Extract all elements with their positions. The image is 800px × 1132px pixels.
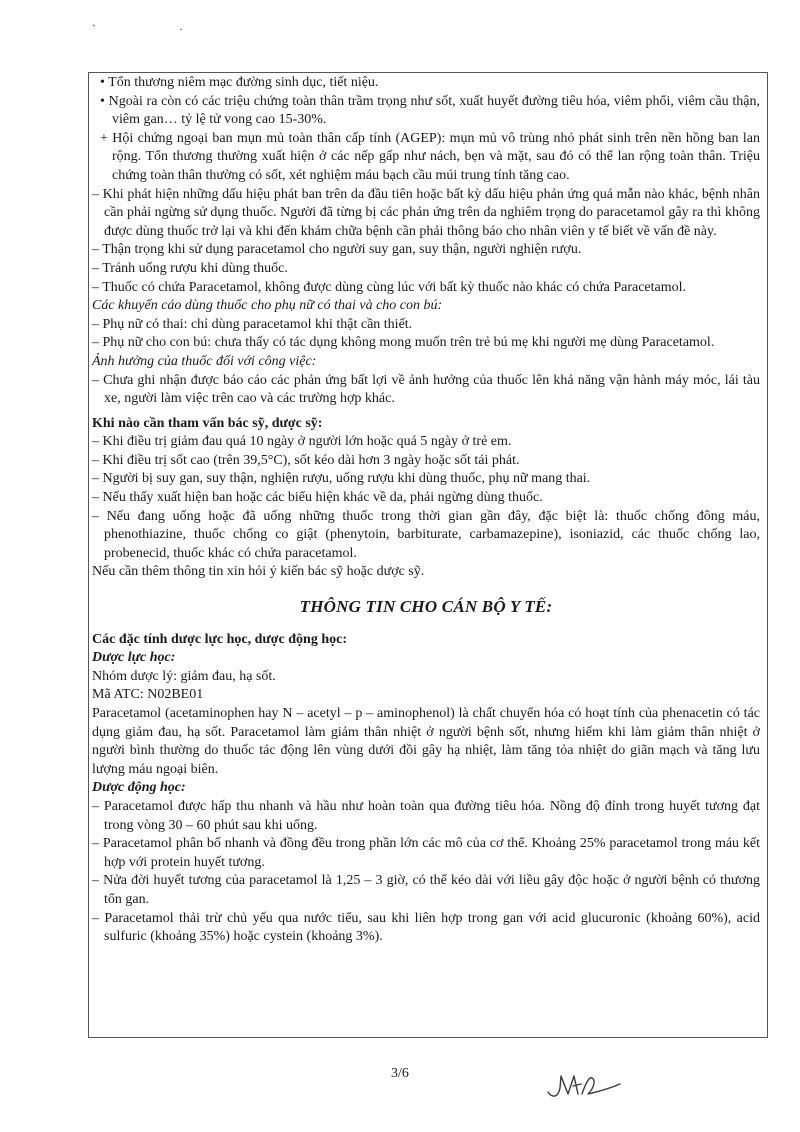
bullet-item: • Tổn thương niêm mạc đường sinh dục, tiết niệu. xyxy=(100,75,379,90)
pd-line: Mã ATC: N02BE01 xyxy=(92,687,204,703)
pregnancy-item: – Phụ nữ cho con bú: chưa thấy có tác dụng không mong muốn trên trẻ bú mẹ khi người mẹ dùng Paracetamol. xyxy=(92,335,715,351)
warning-item: – Thận trọng khi sử dụng paracetamol cho người suy gan, suy thận, người nghiện rượu. xyxy=(92,242,582,258)
agep-paragraph: + Hội chứng ngoại ban mụn mủ toàn thân cấp tính (AGEP): mụn mủ vô trùng nhỏ phát sinh trên nền hồng ban lan rộng. Tổn thương thường xuất hiện ở các nếp gấp như nách, bẹn và mặt, sau đó có thể lan rộng toàn thân. Triệu chứng toàn thân thường có sốt, xét nghiệm máu bạch cầu múi trung tính tăng cao. xyxy=(100,130,760,183)
pharma-heading: Các đặc tính dược lực học, dược động học: xyxy=(92,631,347,647)
warning-item: – Thuốc có chứa Paracetamol, không được dùng cùng lúc với bất kỳ thuốc nào khác có chứa Paracetamol. xyxy=(92,279,687,295)
pk-item: – Paracetamol thải trừ chủ yếu qua nước tiểu, sau khi liên hợp trong gan với acid glucuronic (khoảng 60%), acid sulfuric (khoảng 35%) hoặc cystein (khoảng 3%). xyxy=(92,910,760,945)
pd-heading: Dược lực học: xyxy=(92,650,176,666)
consult-footer: Nếu cần thêm thông tin xin hỏi ý kiến bác sỹ hoặc dược sỹ. xyxy=(92,564,425,580)
pk-item: – Paracetamol phân bố nhanh và đồng đều trong phần lớn các mô của cơ thể. Khoảng 25% paracetamol trong máu kết hợp với protein huyết tương. xyxy=(92,836,760,870)
pk-item: – Paracetamol được hấp thu nhanh và hầu như hoàn toàn qua đường tiêu hóa. Nồng độ đỉnh trong huyết tương đạt trong vòng 30 – 60 phút sau khi uống. xyxy=(92,798,760,833)
page-number: 3/6 xyxy=(391,1066,409,1081)
scan-marks: ` · xyxy=(92,22,223,36)
pk-item: – Nửa đời huyết tương của paracetamol là 1,25 – 3 giờ, có thể kéo dài với liều gây độc hoặc ở người bệnh có thương tổn gan. xyxy=(92,873,760,907)
pd-line: Nhóm dược lý: giảm đau, hạ sốt. xyxy=(92,668,276,684)
consult-item: – Nếu thấy xuất hiện ban hoặc các biểu hiện khác về da, phải ngừng dùng thuốc. xyxy=(92,490,543,506)
bullet-item: • Ngoài ra còn có các triệu chứng toàn thân trầm trọng như sốt, xuất huyết đường tiêu hóa, viêm phổi, viêm cầu thận, viêm gan… tỷ lệ tử vong cao 15-30%. xyxy=(100,93,760,128)
pregnancy-item: – Phụ nữ có thai: chỉ dùng paracetamol khi thật cần thiết. xyxy=(92,316,413,332)
document-body xyxy=(92,74,760,947)
consult-item: – Khi điều trị sốt cao (trên 39,5°C), sốt kéo dài hơn 3 ngày hoặc sốt tái phát. xyxy=(92,452,520,468)
warning-item: – Tránh uống rượu khi dùng thuốc. xyxy=(92,260,288,276)
work-item: – Chưa ghi nhận được báo cáo các phản ứng bất lợi về ảnh hưởng của thuốc lên khả năng vận hành máy móc, lái tàu xe, người làm việc trên cao và các trường hợp khác. xyxy=(92,372,760,407)
consult-item: – Người bị suy gan, suy thận, nghiện rượu, uống rượu khi dùng thuốc, phụ nữ mang thai. xyxy=(92,471,591,487)
consult-heading: Khi nào cần tham vấn bác sỹ, dược sỹ: xyxy=(92,415,323,431)
consult-item: – Nếu đang uống hoặc đã uống những thuốc trong thời gian gần đây, đặc biệt là: thuốc chống đông máu, phenothiazine, thuốc chống co giật (phenytoin, barbiturate, carbamazepine), isoniazid, các thuốc chống lao, probenecid, thuốc khác có chứa paracetamol. xyxy=(92,508,760,561)
consult-item: – Khi điều trị giảm đau quá 10 ngày ở người lớn hoặc quá 5 ngày ở trẻ em. xyxy=(92,434,512,450)
section-title: THÔNG TIN CHO CÁN BỘ Y TẾ: xyxy=(299,597,553,617)
work-heading: Ảnh hưởng của thuốc đối với công việc: xyxy=(92,353,317,369)
pregnancy-heading: Các khuyến cáo dùng thuốc cho phụ nữ có thai và cho con bú: xyxy=(92,298,443,314)
handwritten-signature xyxy=(544,1068,624,1102)
pk-heading: Dược động học: xyxy=(92,780,186,796)
pd-line: Paracetamol (acetaminophen hay N – acetyl – p – aminophenol) là chất chuyển hóa có hoạt tính của phenacetin có tác dụng giảm đau, hạ sốt. Paracetamol làm giảm thân nhiệt ở người bệnh sốt, nhưng hiếm khi làm giảm thân nhiệt ở người bình thường do thuốc tác động lên vùng dưới đồi gây hạ nhiệt, làm tăng tỏa nhiệt do giãn mạch và tăng lưu lượng máu ngoại biên. xyxy=(92,706,760,777)
warning-item: – Khi phát hiện những dấu hiệu phát ban trên da đầu tiên hoặc bất kỳ dấu hiệu phản ứng quá mẫn nào khác, bệnh nhân cần phải ngừng sử dụng thuốc. Người đã từng bị các phản ứng trên da nghiêm trọng do paracetamol gây ra thì không được dùng thuốc trở lại và khi đến khám chữa bệnh cần phải thông báo cho nhân viên y tế biết về vấn đề này. xyxy=(92,186,760,239)
